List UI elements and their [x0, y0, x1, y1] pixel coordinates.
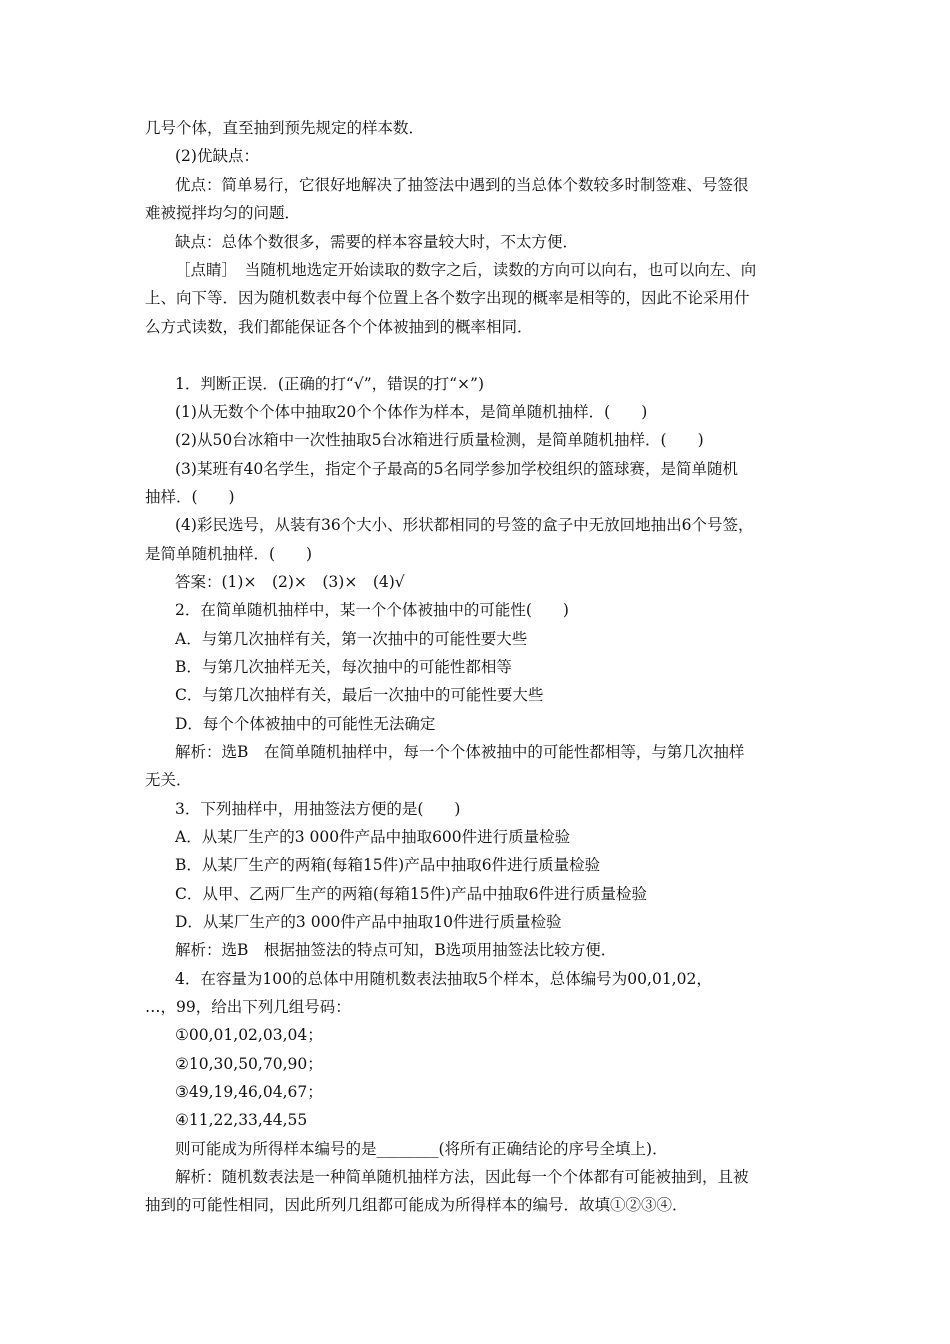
text-line: (4)彩民选号，从装有36个大小、形状都相同的号签的盒子中无放回地抽出6个号签， — [175, 516, 754, 534]
option-line: D．从某厂生产的3 000件产品中抽取10件进行质量检验 — [175, 913, 562, 931]
text-line: 抽样．( ) — [145, 488, 235, 506]
text-line: 么方式读数，我们都能保证各个个体被抽到的概率相同． — [145, 318, 533, 336]
text-line: 难被搅拌均匀的问题． — [145, 204, 301, 222]
text-line: (2)优缺点： — [175, 147, 259, 165]
analysis-line: 抽到的可能性相同，因此所列几组都可能成为所得样本的编号．故填①②③④． — [145, 1196, 688, 1214]
option-line: B．从某厂生产的两箱(每箱15件)产品中抽取6件进行质量检验 — [175, 856, 601, 874]
option-line: C．从甲、乙两厂生产的两箱(每箱15件)产品中抽取6件进行质量检验 — [175, 885, 648, 903]
question-title: 1．判断正误．(正确的打“√”，错误的打“×”) — [175, 375, 485, 393]
option-line: ②10,30,50,70,90； — [175, 1055, 323, 1073]
text-line: 优点：简单易行，它很好地解决了抽签法中遇到的当总体个数较多时制签难、号签很 — [175, 176, 749, 194]
text-line: 是简单随机抽样．( ) — [145, 545, 313, 563]
text-line: (1)从无数个个体中抽取20个个体作为样本，是简单随机抽样．( ) — [175, 403, 648, 421]
option-line: ①00,01,02,03,04； — [175, 1026, 323, 1044]
text-line: …，99，给出下列几组号码： — [145, 998, 351, 1016]
text-line: 上、向下等．因为随机数表中每个位置上各个数字出现的概率是相等的，因此不论采用什 — [145, 289, 750, 307]
text-line: 缺点：总体个数很多，需要的样本容量较大时，不太方便． — [175, 233, 579, 251]
text-line: (2)从50台冰箱中一次性抽取5台冰箱进行质量检测，是简单随机抽样．( ) — [175, 431, 704, 449]
analysis-line: 无关． — [145, 771, 192, 789]
question-title: 2．在简单随机抽样中，某一个个体被抽中的可能性( ) — [175, 601, 569, 619]
option-line: A．从某厂生产的3 000件产品中抽取600件进行质量检验 — [175, 828, 571, 846]
option-line: D．每个个体被抽中的可能性无法确定 — [175, 715, 436, 733]
option-line: B．与第几次抽样无关，每次抽中的可能性都相等 — [175, 658, 512, 676]
text-line: ［点睛］ 当随机地选定开始读取的数字之后，读数的方向可以向右，也可以向左、向 — [175, 261, 757, 279]
analysis-line: 解析：随机数表法是一种简单随机抽样方法，因此每一个个体都有可能被抽到，且被 — [175, 1168, 749, 1186]
text-line: 几号个体，直至抽到预先规定的样本数． — [145, 119, 425, 137]
question-title: 4．在容量为100的总体中用随机数表法抽取5个样本，总体编号为00,01,02， — [175, 970, 712, 988]
analysis-line: 解析：选B 根据抽签法的特点可知，B选项用抽签法比较方便． — [175, 941, 617, 959]
option-line: ③49,19,46,04,67； — [175, 1083, 323, 1101]
analysis-line: 解析：选B 在简单随机抽样中，每一个个体被抽中的可能性都相等，与第几次抽样 — [175, 743, 745, 761]
text-line: 则可能成为所得样本编号的是________(将所有正确结论的序号全填上)． — [175, 1140, 668, 1158]
text-line: (3)某班有40名学生，指定个子最高的5名同学参加学校组织的篮球赛，是简单随机 — [175, 460, 739, 478]
option-line: ④11,22,33,44,55 — [175, 1111, 308, 1129]
answer-line: 答案：(1)× (2)× (3)× (4)√ — [175, 573, 405, 591]
question-title: 3．下列抽样中，用抽签法方便的是( ) — [175, 800, 461, 818]
option-line: C．与第几次抽样有关，最后一次抽中的可能性要大些 — [175, 686, 544, 704]
option-line: A．与第几次抽样有关，第一次抽中的可能性要大些 — [175, 630, 528, 648]
